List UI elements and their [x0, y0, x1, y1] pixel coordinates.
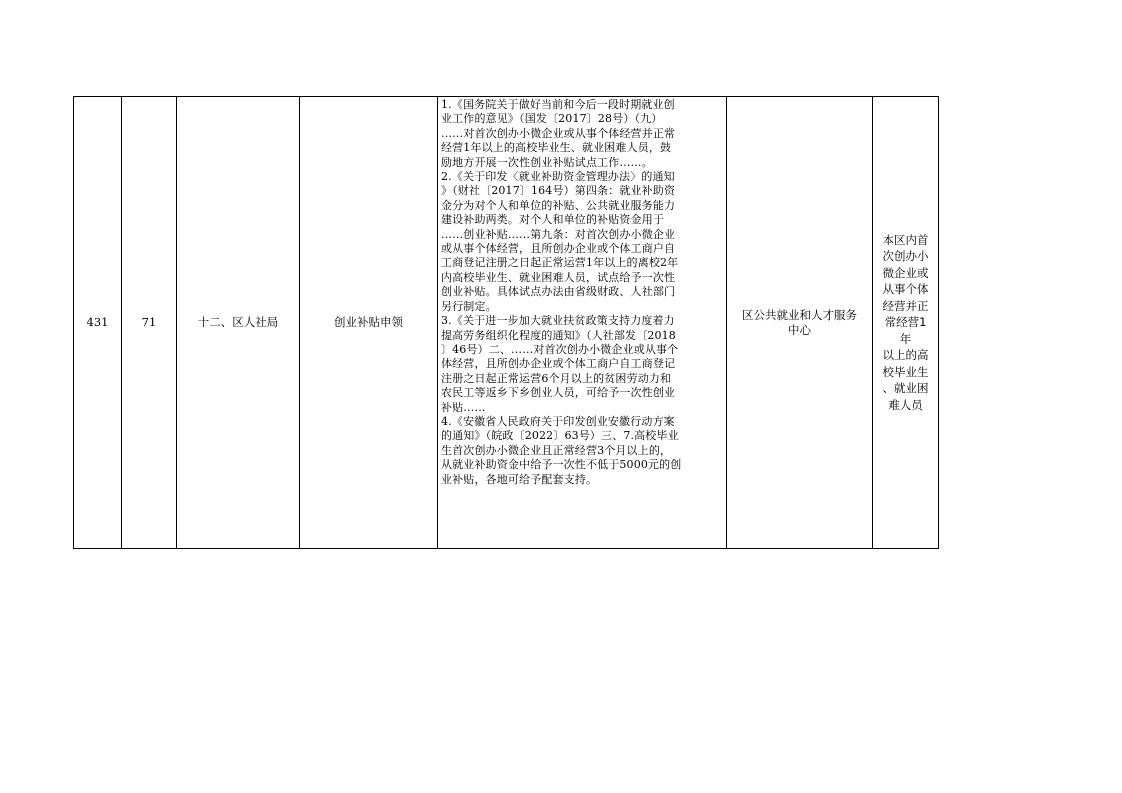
target-line: 校毕业生	[882, 364, 929, 379]
target-line: 经营并正	[882, 298, 929, 313]
agency-line: 区公共就业和人才服务	[742, 307, 857, 322]
basis-line: 业补贴，各地可给予配套支持。	[441, 472, 598, 486]
sub-no-cell	[122, 97, 177, 549]
basis-line: 》（财社〔2017〕164号）第四条：就业补助资	[441, 184, 676, 198]
target-line: 微企业或	[882, 265, 929, 280]
agency-line: 中心	[788, 322, 811, 337]
basis-line: 补贴……	[441, 400, 486, 414]
basis-line: 励地方开展一次性创业补贴试点工作……。	[441, 155, 653, 169]
basis-line: 3.《关于进一步加大就业扶贫政策支持力度着力	[441, 314, 675, 328]
agency-cell	[727, 97, 873, 549]
basis-line: 另行制定。	[441, 299, 497, 313]
sub-no: 71	[141, 315, 157, 329]
basis-line: 内高校毕业生、就业困难人员，试点给予一次性	[441, 270, 676, 284]
target-line: 从事个体	[882, 282, 929, 297]
seq-no: 431	[86, 315, 109, 329]
department-cell	[177, 97, 300, 549]
policy-basis-cell	[438, 97, 727, 549]
policy-table	[73, 96, 939, 549]
target-line: 常经营1年	[884, 315, 927, 346]
seq-no-cell	[74, 97, 122, 549]
basis-line: ……对首次创办小微企业或从事个体经营并正常	[441, 126, 676, 140]
basis-line: 经营1年以上的高校毕业生、就业困难人员，鼓	[441, 141, 672, 155]
department: 十二、区人社局	[197, 315, 279, 329]
basis-line: 4.《安徽省人民政府关于印发创业安徽行动方案	[441, 414, 675, 428]
basis-line: 2.《关于印发〈就业补助资金管理办法〉的通知	[441, 170, 675, 184]
target-line: 本区内首	[882, 232, 929, 247]
basis-line: 建设补助两类。对个人和单位的补贴资金用于	[441, 213, 664, 227]
basis-line: 工商登记注册之日起正常运营1年以上的离校2年	[441, 256, 679, 270]
target-line: 以上的高	[882, 348, 929, 363]
target-cell	[873, 97, 939, 549]
item-name-cell	[300, 97, 438, 549]
basis-line: 体经营，且所创办企业或个体工商户自工商登记	[441, 357, 676, 371]
basis-line: 生首次创办小微企业且正常经营3个月以上的，	[441, 443, 672, 457]
target-line: 难人员	[888, 397, 923, 412]
basis-line: 农民工等返乡下乡创业人员，可给予一次性创业	[441, 386, 676, 400]
basis-line: 金分为对个人和单位的补贴、公共就业服务能力	[441, 198, 676, 212]
basis-line: 创业补贴。具体试点办法由省级财政、人社部门	[441, 285, 676, 299]
basis-line: 注册之日起正常运营6个月以上的贫困劳动力和	[441, 371, 672, 385]
basis-line: 提高劳务组织化程度的通知》（人社部发〔2018	[441, 328, 676, 342]
basis-line: 业工作的意见》（国发〔2017〕28号）（九）	[441, 112, 663, 126]
basis-line: 的通知》（皖政〔2022〕63号）三、7.高校毕业	[441, 429, 679, 443]
basis-line: 〕46号）二、……对首次创办小微企业或从事个	[441, 342, 679, 356]
target-line: 次创办小	[882, 249, 929, 264]
basis-line: 或从事个体经营，且所创办企业或个体工商户自	[441, 242, 676, 256]
basis-line: 从就业补助资金中给予一次性不低于5000元的创	[441, 458, 682, 472]
basis-line: 1.《国务院关于做好当前和今后一段时期就业创	[441, 98, 675, 111]
item-name: 创业补贴申领	[334, 315, 403, 329]
target-line: 、就业困	[882, 381, 929, 396]
table-row	[74, 97, 939, 549]
basis-line: ……创业补贴……第九条：对首次创办小微企业	[441, 227, 676, 241]
